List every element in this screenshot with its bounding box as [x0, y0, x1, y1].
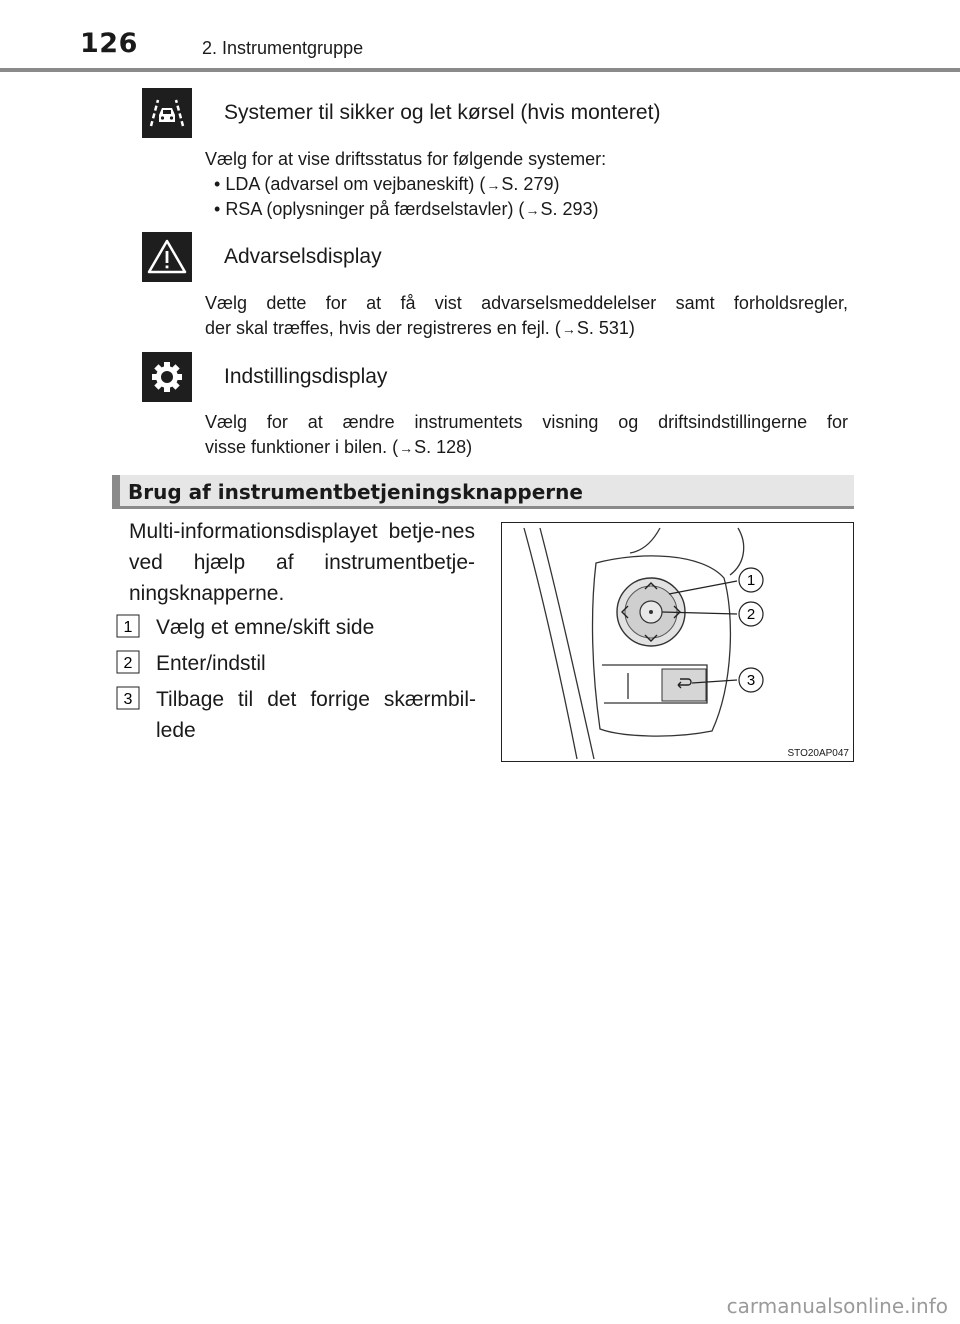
watermark: carmanualsonline.info — [726, 1294, 948, 1318]
callout-label-1: 1 — [746, 572, 756, 589]
arrow-icon: → — [561, 321, 576, 337]
section-body-settings-line2 — [205, 435, 848, 461]
number-badge-1 — [116, 614, 140, 638]
intro-text: Multi-informationsdisplayet betje-nes ved hjælp af instrumentbetje-ningsknapperne. — [129, 520, 475, 605]
driving-assist-icon — [142, 88, 192, 138]
callout-label-2: 2 — [746, 606, 756, 623]
page-reference: S. 531) — [576, 318, 635, 338]
body-text: der skal træffes, hvis der registreres en fejl. ( — [205, 318, 561, 338]
section-body-settings-line1: Vælg for at ændre instrumentets visning og driftsindstillingerne for — [205, 412, 848, 432]
item-text-2: Enter/indstil — [156, 652, 266, 675]
steering-wheel-illustration — [502, 523, 855, 763]
bullet-text: LDA (advarsel om vejbaneskift) ( — [225, 174, 486, 194]
figure-code: STO20AP047 — [787, 748, 849, 759]
item-text-3: Tilbage til det forrige skærmbil-lede — [156, 688, 476, 742]
section-banner — [112, 475, 854, 509]
steering-switch-figure — [501, 522, 854, 762]
bullet-text: RSA (oplysninger på færdselstavler) ( — [225, 199, 525, 219]
gear-icon — [142, 352, 192, 402]
section-title-driving-systems: Systemer til sikker og let kørsel (hvis monteret) — [224, 101, 661, 124]
number-badge-3 — [116, 686, 140, 710]
number-badge-2 — [116, 650, 140, 674]
page-reference: S. 128) — [414, 437, 473, 457]
number-badge-label: 2 — [123, 655, 133, 672]
section-body-driving-systems: Vælg for at vise driftsstatus for følgende systemer: — [205, 149, 607, 169]
list-item: • RSA (oplysninger på færdselstavler) (→S. 293) — [214, 199, 599, 219]
arrow-icon: → — [399, 440, 414, 456]
page-number: 126 — [80, 28, 138, 59]
header-divider — [0, 68, 960, 72]
number-badge-label: 3 — [123, 691, 133, 708]
body-text: visse funktioner i bilen. ( — [205, 437, 399, 457]
arrow-icon: → — [486, 177, 501, 193]
section-title-settings-display: Indstillingsdisplay — [224, 365, 388, 388]
section-body-warning-line2 — [205, 316, 848, 342]
arrow-icon: → — [525, 202, 540, 218]
banner-title: Brug af instrumentbetjeningsknapperne — [128, 480, 583, 504]
section-title-warning-display: Advarselsdisplay — [224, 245, 382, 268]
chapter-title: 2. Instrumentgruppe — [202, 38, 364, 58]
number-badge-label: 1 — [123, 619, 133, 636]
page-reference: S. 293) — [540, 199, 599, 219]
warning-triangle-icon — [142, 232, 192, 282]
callout-label-3: 3 — [746, 672, 756, 689]
page-header — [0, 0, 960, 74]
section-body-warning-line1: Vælg dette for at få vist advarselsmeddelelser samt forholdsregler, — [205, 293, 848, 313]
list-item: • LDA (advarsel om vejbaneskift) (→S. 279) — [214, 174, 560, 194]
item-text-1: Vælg et emne/skift side — [156, 616, 375, 639]
page-reference: S. 279) — [501, 174, 560, 194]
